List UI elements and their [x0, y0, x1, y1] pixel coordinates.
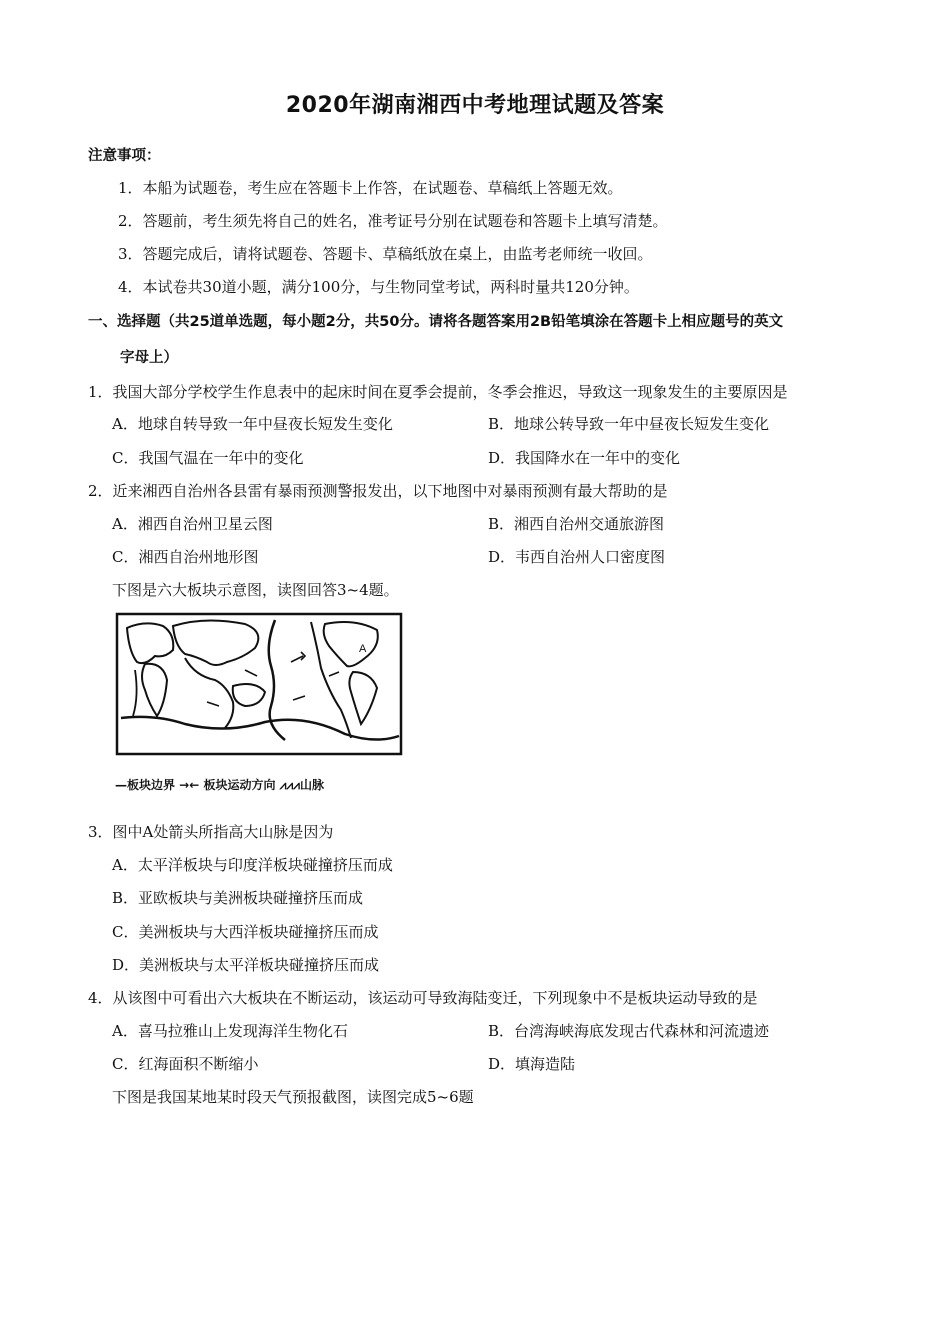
q1-stem: 1．我国大部分学校学生作息表中的起床时间在夏季会提前，冬季会推迟，导致这一现象发生的主要原因是 — [88, 383, 788, 401]
plate-boundary-pacific-west — [269, 620, 285, 740]
continent-south-america — [349, 672, 377, 724]
motion-arrow-2 — [245, 670, 257, 676]
q3-stem: 3．图中A处箭头所指高大山脉是因为 — [88, 823, 334, 841]
q2-option-a: A．湘西自治州卫星云图 — [112, 515, 273, 533]
continent-north-america — [324, 622, 378, 666]
motion-arrow-5 — [329, 672, 339, 676]
plate-boundary-pacific-east — [311, 622, 351, 738]
motion-arrow-1 — [291, 652, 305, 662]
map-label-a: A — [359, 643, 367, 655]
plate-boundary-indian — [185, 658, 233, 728]
q2-option-b: B．湘西自治州交通旅游图 — [488, 515, 665, 533]
q4-option-c: C．红海面积不断缩小 — [112, 1055, 259, 1073]
q2-stem: 2．近来湘西自治州各县雷有暴雨预测警报发出，以下地图中对暴雨预测有最大帮助的是 — [88, 482, 668, 500]
section-heading-line2: 字母上） — [120, 350, 178, 366]
q3-option-c: C．美洲板块与大西洋板块碰撞挤压而成 — [112, 923, 379, 941]
motion-arrow-4 — [293, 696, 305, 700]
notice-item-3: 3．答题完成后，请将试题卷、答题卡、草稿纸放在桌上，由监考老师统一收回。 — [118, 245, 653, 263]
notice-heading: 注意事项： — [88, 148, 161, 164]
continent-australia — [233, 684, 265, 706]
notice-item-2: 2．答题前，考生须先将自己的姓名，准考证号分别在试题卷和答题卡上填写清楚。 — [118, 212, 668, 230]
notice-item-4: 4．本试卷共30道小题，满分100分，与生物同堂考试，两科时量共120分钟。 — [118, 278, 639, 296]
section-heading-line1: 一、选择题（共25道单选题，每小题2分，共50分。请将各题答案用2B铅笔填涂在答题卡上相应题号的英文 — [88, 314, 784, 330]
page-title: 2020年湖南湘西中考地理试题及答案 — [285, 93, 665, 118]
q4-stem: 4．从该图中可看出六大板块在不断运动，该运动可导致海陆变迁，下列现象中不是板块运动导致的是 — [88, 989, 758, 1007]
q2-option-c: C．湘西自治州地形图 — [112, 548, 259, 566]
intro-q3-q4: 下图是六大板块示意图，读图回答3~4题。 — [112, 581, 399, 599]
plate-map-figure — [115, 606, 405, 796]
plate-boundary-south — [121, 717, 399, 740]
continent-africa — [142, 664, 167, 716]
map-frame — [117, 614, 401, 754]
q4-option-a: A．喜马拉雅山上发现海洋生物化石 — [112, 1022, 348, 1040]
q1-option-a: A．地球自转导致一年中昼夜长短发生变化 — [112, 415, 393, 433]
q1-option-d: D．我国降水在一年中的变化 — [488, 449, 681, 467]
q1-option-b: B．地球公转导致一年中昼夜长短发生变化 — [488, 415, 770, 433]
q2-option-d: D．韦西自治州人口密度图 — [488, 548, 666, 566]
motion-arrow-3 — [207, 702, 219, 706]
intro-q5-q6: 下图是我国某地某时段天气预报截图，读图完成5~6题 — [112, 1088, 474, 1106]
q3-option-a: A．太平洋板块与印度洋板块碰撞挤压而成 — [112, 856, 393, 874]
q1-option-c: C．我国气温在一年中的变化 — [112, 449, 304, 467]
plate-boundary-atlantic — [133, 670, 137, 716]
q4-option-b: B．台湾海峡海底发现古代森林和河流遗迹 — [488, 1022, 770, 1040]
continent-europe — [127, 623, 173, 663]
q3-option-d: D．美洲板块与太平洋板块碰撞挤压而成 — [112, 956, 380, 974]
figure-legend: —板块边界 →← 板块运动方向 ⩘⩘⩘山脉 — [115, 778, 324, 792]
notice-item-1: 1．本船为试题卷，考生应在答题卡上作答，在试题卷、草稿纸上答题无效。 — [118, 179, 623, 197]
q4-option-d: D．填海造陆 — [488, 1055, 576, 1073]
q3-option-b: B．亚欧板块与美洲板块碰撞挤压而成 — [112, 889, 364, 907]
